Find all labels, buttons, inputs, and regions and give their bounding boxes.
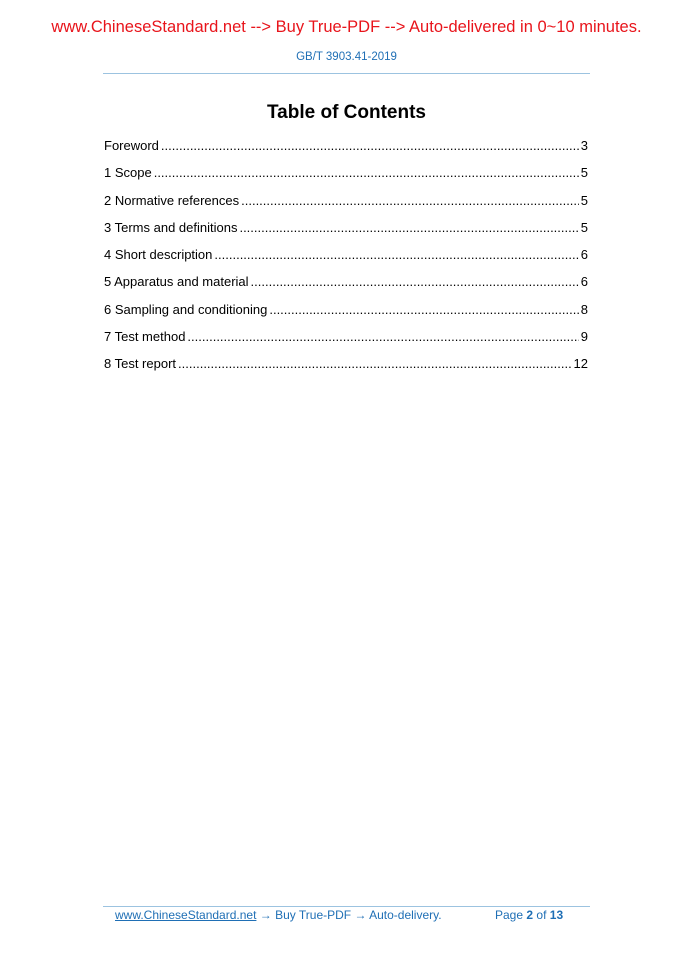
toc-entry-page: 5 — [580, 219, 588, 235]
dot-leader — [154, 163, 579, 183]
toc-entry-page: 6 — [580, 274, 588, 290]
standard-code: GB/T 3903.41-2019 — [296, 51, 397, 63]
toc-entry-label: 8 Test report — [104, 356, 177, 372]
toc-entry-page: 9 — [580, 329, 588, 345]
current-page-number: 2 — [526, 908, 534, 922]
toc-entry-label: 1 Scope — [104, 165, 152, 181]
toc-entry-short-description[interactable] — [104, 245, 588, 272]
promo-banner: www.ChineseStandard.net --> Buy True-PDF --> Auto-delivered in 0~10 minutes. — [51, 18, 642, 36]
dot-leader — [241, 191, 579, 211]
table-of-contents — [104, 136, 588, 382]
toc-entry-label: 3 Terms and definitions — [104, 219, 238, 235]
toc-entry-page: 5 — [580, 192, 588, 208]
footer-site-link[interactable]: www.ChineseStandard.net — [115, 908, 257, 922]
toc-entry-label: 5 Apparatus and material — [104, 274, 249, 290]
toc-entry-apparatus-and-material[interactable] — [104, 272, 588, 299]
dot-leader — [161, 136, 579, 156]
toc-entry-label: 2 Normative references — [104, 192, 240, 208]
page-footer — [115, 908, 585, 922]
of-word: of — [536, 908, 547, 922]
toc-entry-normative-references[interactable] — [104, 191, 588, 218]
dot-leader — [269, 300, 578, 320]
toc-entry-page: 3 — [580, 138, 588, 153]
dot-leader — [178, 354, 572, 374]
toc-entry-test-report[interactable] — [104, 354, 588, 381]
toc-entry-test-method[interactable] — [104, 327, 588, 354]
toc-entry-label: 6 Sampling and conditioning — [104, 301, 268, 317]
toc-entry-foreword[interactable] — [104, 136, 588, 163]
toc-entry-page: 5 — [580, 165, 588, 181]
dot-leader — [214, 245, 578, 265]
toc-entry-page: 8 — [580, 301, 588, 317]
toc-entry-sampling-and-conditioning[interactable] — [104, 300, 588, 327]
header-divider — [103, 73, 590, 74]
toc-entry-label: Foreword — [104, 138, 159, 153]
toc-entry-label: 4 Short description — [104, 247, 213, 263]
toc-entry-terms-and-definitions[interactable] — [104, 218, 588, 245]
total-pages-number: 13 — [549, 908, 564, 922]
page-title: Table of Contents — [266, 102, 427, 123]
toc-entry-page: 6 — [580, 247, 588, 263]
footer-divider — [103, 906, 590, 907]
footer-tagline: → Buy True-PDF → Auto-delivery. — [256, 908, 442, 922]
page-word: Page — [495, 908, 524, 922]
page-counter — [495, 908, 563, 922]
toc-entry-label: 7 Test method — [104, 329, 186, 345]
toc-entry-scope[interactable] — [104, 163, 588, 190]
dot-leader — [239, 218, 578, 238]
toc-entry-page: 12 — [573, 356, 588, 372]
dot-leader — [187, 327, 578, 347]
dot-leader — [251, 272, 579, 292]
